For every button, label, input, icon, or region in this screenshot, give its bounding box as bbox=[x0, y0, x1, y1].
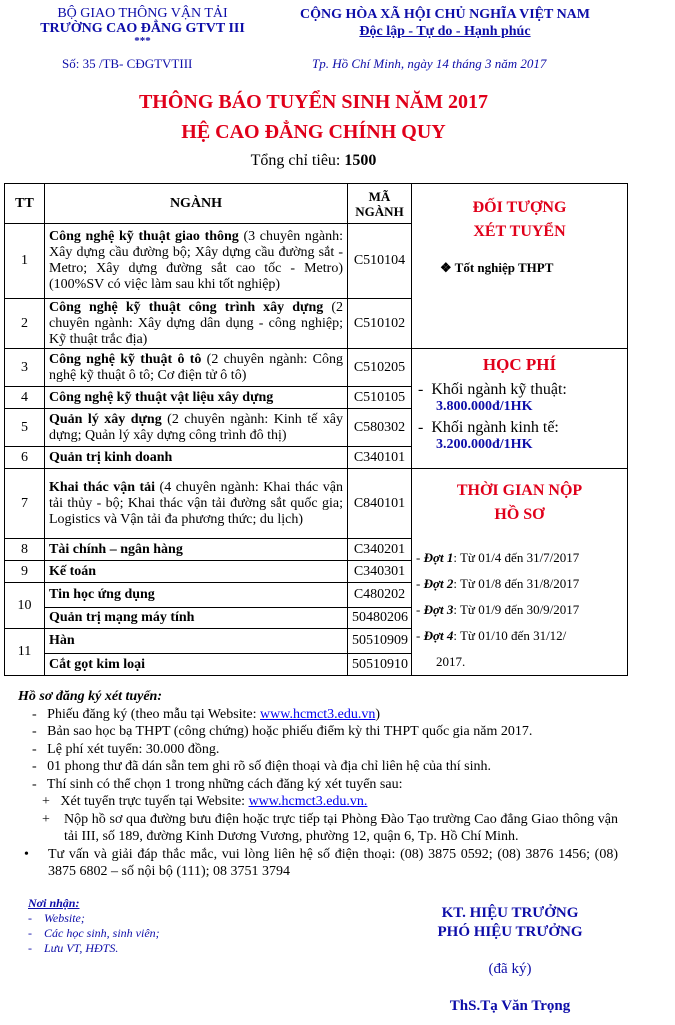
row-name: Tin học ứng dụng bbox=[49, 587, 155, 602]
deadline-list bbox=[416, 545, 627, 675]
header-stars: *** bbox=[134, 35, 151, 47]
fee-title: HỌC PHÍ bbox=[482, 355, 557, 374]
fee-econ: - Khối ngành kinh tế: bbox=[418, 419, 559, 436]
row-tt: 4 bbox=[5, 387, 45, 409]
target-item bbox=[440, 260, 627, 276]
row-name: Quản lý xây dựng bbox=[49, 411, 162, 427]
website-link[interactable]: www.hcmct3.edu.vn bbox=[260, 706, 376, 722]
school-name: TRƯỜNG CAO ĐẲNG GTVT III bbox=[40, 21, 245, 36]
doc-item-text: Thí sinh có thể chọn 1 trong những cách đăng ký xét tuyển sau: bbox=[46, 776, 403, 792]
row-name: Kế toán bbox=[49, 563, 97, 579]
row-name-cell bbox=[45, 583, 348, 608]
doc-item-text: Phiếu đăng ký (theo mẫu tại Website: bbox=[47, 706, 261, 722]
documents-section bbox=[18, 688, 618, 881]
contact-item bbox=[18, 846, 618, 881]
recipient-item: - Các học sinh, sinh viên; bbox=[28, 926, 160, 940]
row-code: C340301 bbox=[348, 561, 412, 583]
recipient-text: Website; bbox=[44, 911, 85, 925]
header-tt: TT bbox=[5, 184, 45, 224]
deadline-title-2: HỒ SƠ bbox=[494, 506, 545, 523]
doc-item: - Thí sinh có thể chọn 1 trong những cách đăng ký xét tuyển sau: bbox=[32, 776, 403, 792]
signature-title-1: KT. HIỆU TRƯỞNG bbox=[441, 905, 579, 921]
fee-econ-value: 3.200.000đ/1HK bbox=[436, 437, 533, 452]
row-desc: (2 chuyên ngành: Kinh tế xây dựng; Quản lý xây dựng công trình đô thị) bbox=[49, 411, 344, 443]
row-code: 50510909 bbox=[348, 629, 412, 654]
row-name-cell bbox=[45, 629, 348, 654]
table-row bbox=[5, 349, 628, 387]
national-motto: Độc lập - Tự do - Hạnh phúc bbox=[359, 24, 531, 39]
website-link-2[interactable]: www.hcmct3.edu.vn. bbox=[248, 794, 368, 809]
round-label: Đợt 2 bbox=[423, 576, 454, 591]
doc-item: - Lệ phí xét tuyển: 30.000 đồng. bbox=[32, 741, 220, 757]
deadline-round: - Đợt 1: Từ 01/4 đến 31/7/2017 bbox=[416, 550, 580, 565]
fee-panel bbox=[412, 349, 628, 469]
quota-label: Tổng chỉ tiêu: bbox=[250, 152, 345, 169]
target-item-text: Tốt nghiệp THPT bbox=[454, 260, 554, 275]
row-name-cell bbox=[45, 469, 348, 539]
doc-subitem bbox=[18, 811, 618, 846]
deadline-round: - Đợt 3: Từ 01/9 đến 30/9/2017 bbox=[416, 602, 580, 617]
row-name: Công nghệ kỹ thuật ô tô bbox=[49, 351, 202, 367]
row-name-cell bbox=[45, 654, 348, 676]
program-title: HỆ CAO ĐẲNG CHÍNH QUY bbox=[181, 121, 446, 143]
total-quota bbox=[0, 152, 627, 170]
signature-block bbox=[400, 904, 620, 1016]
signer-name: ThS.Tạ Văn Trọng bbox=[449, 998, 571, 1014]
row-code: C340201 bbox=[348, 539, 412, 561]
row-tt: 2 bbox=[5, 299, 45, 349]
row-tt: 7 bbox=[5, 469, 45, 539]
contact-text: Tư vấn và giải đáp thắc mắc, vui lòng liên hệ số điện thoại: (08) 3875 0592; (08) 3876 1456; (08) 3875 6802 – số nội bộ (111); 08 3751 3794 bbox=[48, 846, 618, 879]
round-label: Đợt 3 bbox=[423, 602, 454, 617]
row-desc: (2 chuyên ngành: Công nghệ kỹ thuật ô tô; Cơ điện tử ô tô) bbox=[49, 351, 344, 383]
row-code: C510205 bbox=[348, 349, 412, 387]
row-code: C480202 bbox=[348, 583, 412, 608]
header-right bbox=[275, 6, 615, 40]
recipient-text: Các học sinh, sinh viên; bbox=[44, 926, 160, 940]
row-name-cell bbox=[45, 539, 348, 561]
row-name: Cắt gọt kim loại bbox=[49, 656, 146, 672]
round-text: : Từ 01/9 đến 30/9/2017 bbox=[453, 602, 580, 617]
row-name: Quản trị kinh doanh bbox=[49, 449, 173, 465]
row-code: C840101 bbox=[348, 469, 412, 539]
header-ma-nganh: MÃ NGÀNH bbox=[348, 184, 412, 224]
row-name: Công nghệ kỹ thuật vật liệu xây dựng bbox=[49, 389, 274, 405]
row-desc: (3 chuyên ngành: Xây dựng cầu đường bộ; Xây dựng cầu đường sắt - Metro; Xây dựng đường sắt cao tốc - Metro) (100%SV có việc làm sau khi tốt nghiệp) bbox=[49, 229, 343, 292]
target-title-1: ĐỐI TƯỢNG bbox=[472, 199, 567, 216]
fee-tech: - Khối ngành kỹ thuật: bbox=[418, 381, 567, 398]
row-code: C510102 bbox=[348, 299, 412, 349]
deadline-round: - Đợt 4: Từ 01/10 đến 31/12/ bbox=[416, 628, 567, 643]
recipients-title: Nơi nhận: bbox=[28, 896, 80, 910]
row-name-cell bbox=[45, 387, 348, 409]
round-text: : Từ 01/4 đến 31/7/2017 bbox=[453, 550, 580, 565]
row-code: C510104 bbox=[348, 224, 412, 299]
doc-item: - 01 phong thư đã dán sẵn tem ghi rõ số điện thoại và địa chỉ liên hệ của thí sinh. bbox=[32, 759, 492, 774]
recipient-text: Lưu VT, HĐTS. bbox=[44, 941, 119, 955]
recipient-item: - Lưu VT, HĐTS. bbox=[28, 941, 119, 955]
doc-item-end: ) bbox=[375, 706, 381, 722]
doc-item-text: Lệ phí xét tuyển: 30.000 đồng. bbox=[47, 741, 220, 757]
row-code: C580302 bbox=[348, 409, 412, 447]
row-code: C340101 bbox=[348, 447, 412, 469]
row-tt: 6 bbox=[5, 447, 45, 469]
round-4-continued: 2017. bbox=[436, 654, 466, 669]
deadline-title-1: THỜI GIAN NỘP bbox=[456, 482, 583, 499]
target-panel bbox=[412, 184, 628, 349]
quota-value: 1500 bbox=[344, 152, 377, 169]
admission-table bbox=[4, 183, 628, 676]
row-tt: 3 bbox=[5, 349, 45, 387]
row-desc: (4 chuyên ngành: Khai thác vận tải thủy - bộ; Khai thác vận tải đường sắt quốc gia; Logistics và Vận tải đa phương thức; du lịch) bbox=[49, 479, 343, 527]
round-text: : Từ 01/8 đến 31/8/2017 bbox=[453, 576, 580, 591]
documents-title: Hồ sơ đăng ký xét tuyển: bbox=[18, 689, 163, 704]
row-tt: 11 bbox=[5, 629, 45, 676]
row-name: Khai thác vận tải bbox=[49, 479, 156, 495]
deadline-panel bbox=[412, 469, 628, 676]
table-header-row bbox=[5, 184, 628, 224]
row-desc: (2 chuyên ngành: Xây dựng dân dụng - công nghiệp; Kỹ thuật trắc địa) bbox=[49, 299, 343, 347]
round-label: Đợt 1 bbox=[423, 550, 454, 565]
recipients bbox=[28, 896, 248, 956]
row-name: Hàn bbox=[49, 633, 75, 648]
row-code: 50510910 bbox=[348, 654, 412, 676]
row-code: 50480206 bbox=[348, 608, 412, 629]
doc-item: - Phiếu đăng ký (theo mẫu tại Website: www.hcmct3.edu.vn) bbox=[32, 706, 381, 722]
row-name-cell bbox=[45, 561, 348, 583]
header-left bbox=[20, 6, 265, 47]
notice-title: THÔNG BÁO TUYỂN SINH NĂM 2017 bbox=[138, 91, 489, 113]
doc-subitem-text: Xét tuyển trực tuyến tại Website: bbox=[60, 794, 249, 809]
row-name-cell bbox=[45, 224, 348, 299]
recipient-item: - Website; bbox=[28, 911, 85, 925]
row-code: C510105 bbox=[348, 387, 412, 409]
row-tt: 1 bbox=[5, 224, 45, 299]
doc-item-text: Bản sao học bạ THPT (công chứng) hoặc phiếu điểm kỳ thi THPT quốc gia năm 2017. bbox=[47, 724, 533, 739]
bullet-icon: • bbox=[24, 846, 29, 862]
row-tt: 9 bbox=[5, 561, 45, 583]
table-row bbox=[5, 469, 628, 539]
signature-title-2: PHÓ HIỆU TRƯỞNG bbox=[437, 924, 583, 940]
row-tt: 5 bbox=[5, 409, 45, 447]
fee-tech-value: 3.800.000đ/1HK bbox=[436, 399, 533, 414]
doc-item-text: 01 phong thư đã dán sẵn tem ghi rõ số điện thoại và địa chỉ liên hệ của thí sinh. bbox=[47, 759, 492, 774]
row-name: Công nghệ kỹ thuật giao thông bbox=[49, 229, 239, 244]
fee-econ-label: Khối ngành kinh tế: bbox=[431, 419, 559, 436]
signed-note: (đã ký) bbox=[488, 961, 532, 977]
row-name-cell bbox=[45, 299, 348, 349]
target-title-2: XÉT TUYỂN bbox=[473, 223, 566, 240]
ministry-name: BỘ GIAO THÔNG VẬN TẢI bbox=[57, 6, 228, 21]
row-name-cell bbox=[45, 447, 348, 469]
doc-subitem-text: Nộp hồ sơ qua đường bưu điện hoặc trực tiếp tại Phòng Đào Tạo trường Cao đẳng Giao thông vận tải III, số 189, đường Kinh Dương Vương, phường 12, quận 6, Tp. Hồ Chí Minh. bbox=[64, 811, 618, 844]
place-date: Tp. Hồ Chí Minh, ngày 14 tháng 3 năm 2017 bbox=[312, 56, 547, 71]
row-name: Quản trị mạng máy tính bbox=[49, 610, 195, 625]
row-name-cell bbox=[45, 349, 348, 387]
round-label: Đợt 4 bbox=[423, 628, 454, 643]
plus-bullet-icon: + bbox=[42, 811, 50, 827]
doc-subitem: + Xét tuyển trực tuyến tại Website: www.hcmct3.edu.vn. bbox=[42, 794, 368, 809]
row-tt: 8 bbox=[5, 539, 45, 561]
deadline-round: - Đợt 2: Từ 01/8 đến 31/8/2017 bbox=[416, 576, 580, 591]
row-name-cell bbox=[45, 608, 348, 629]
row-name-cell bbox=[45, 409, 348, 447]
doc-item: - Bản sao học bạ THPT (công chứng) hoặc phiếu điểm kỳ thi THPT quốc gia năm 2017. bbox=[32, 724, 533, 739]
round-text: : Từ 01/10 đến 31/12/ bbox=[453, 628, 567, 643]
republic-title: CỘNG HÒA XÃ HỘI CHỦ NGHĨA VIỆT NAM bbox=[299, 7, 590, 22]
row-name: Tài chính – ngân hàng bbox=[49, 541, 183, 557]
row-name: Công nghệ kỹ thuật công trình xây dựng bbox=[49, 299, 324, 315]
diamond-bullet-icon: ❖ bbox=[440, 260, 455, 275]
document-number: Số: 35 /TB- CĐGTVTIII bbox=[62, 56, 193, 71]
row-tt: 10 bbox=[5, 583, 45, 629]
header-nganh: NGÀNH bbox=[45, 184, 348, 224]
fee-tech-label: Khối ngành kỹ thuật: bbox=[431, 381, 567, 398]
